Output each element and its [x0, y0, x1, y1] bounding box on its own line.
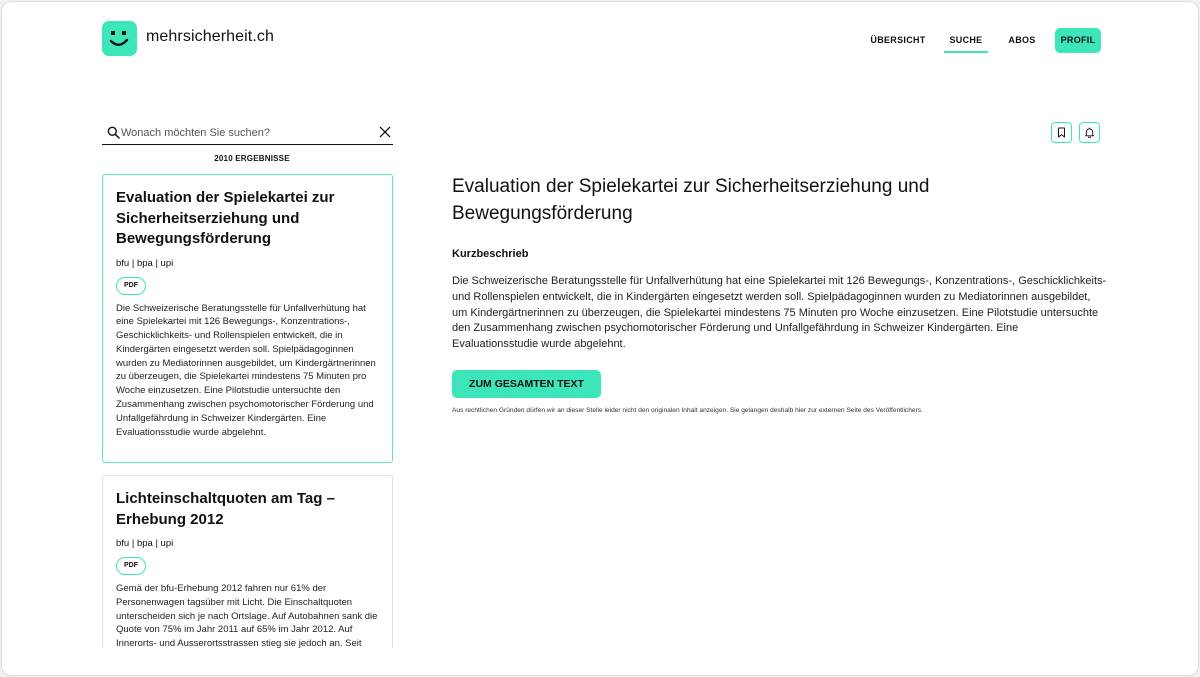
- bookmark-button[interactable]: [1051, 122, 1072, 143]
- results-count: 2010 ERGEBNISSE: [214, 154, 290, 163]
- notify-button[interactable]: [1079, 122, 1100, 143]
- search-bar: [102, 122, 393, 145]
- result-card[interactable]: [102, 475, 393, 648]
- pdf-badge: PDF: [116, 277, 146, 295]
- detail-title: Evaluation der Spielekartei zur Sicherheitserziehung und Bewegungsförderung: [452, 176, 930, 224]
- result-source: bfu | bpa | upi: [116, 538, 174, 549]
- app-window: [1, 1, 1199, 676]
- close-icon[interactable]: [379, 126, 391, 138]
- nav-search[interactable]: SUCHE: [944, 28, 988, 53]
- legal-note: Aus rechtlichen Gründen dürfen wir an dieser Stelle leider nicht den originalen Inhalt anzeigen. Sie gelangen deshalb hier zur externen Seite des Veröffentlichers.: [452, 407, 923, 414]
- logo-smiley-icon[interactable]: [102, 21, 137, 56]
- result-title: Evaluation der Spielekartei zur Sicherheitserziehung und Bewegungsförderung: [116, 189, 335, 247]
- detail-section-label: Kurzbeschrieb: [452, 248, 529, 260]
- nav-abos[interactable]: ABOS: [1008, 35, 1036, 45]
- detail-text: Die Schweizerische Beratungsstelle für Unfallverhütung hat eine Spielekartei mit 126 Bewegungs-, Konzentrations-, Geschicklichkeits- und Rollenspielen entwickelt, die in Kindergärten eingesetzt werden soll. Spielpädagoginnen wurden zu Mediatorinnen ausgebildet, um Kindergärtnerinnen zu überzeugen, die Spielekartei mindestens 75 Minuten pro Woche einzusetzen. Eine Pilotstudie untersuchte den Zusammenhang zwischen psychomotorischer Förderung und Unfallgefährdung in Schweizer Kindergärten. Eine Evaluationsstudie wurde abgelehnt.: [452, 275, 1107, 351]
- bell-icon: [1084, 127, 1095, 138]
- logo-text[interactable]: mehrsicherheit.ch: [146, 28, 274, 45]
- fulltext-button[interactable]: ZUM GESAMTEN TEXT: [452, 370, 601, 398]
- results-list: [102, 174, 397, 648]
- search-icon: [107, 126, 120, 139]
- result-title: Lichteinschaltquoten am Tag – Erhebung 2012: [116, 490, 335, 528]
- search-input[interactable]: [121, 123, 371, 143]
- result-card[interactable]: [102, 174, 393, 463]
- result-excerpt: Gemä der bfu-Erhebung 2012 fahren nur 61% der Personenwagen tagsüber mit Licht. Die Einschaltquoten unterscheiden sich je nach Ortslage. Auf Autobahnen sank die Quote von 75% im Jahr 2011 auf 65% im Jahr 2012. Auf Innerorts- und Ausserortsstrassen stieg sie jedoch an. Seit: [116, 583, 378, 648]
- smiley-icon: [102, 21, 137, 56]
- bookmark-icon: [1056, 127, 1067, 138]
- result-source: bfu | bpa | upi: [116, 257, 174, 269]
- nav-overview[interactable]: ÜBERSICHT: [870, 35, 926, 45]
- nav-profile-button[interactable]: PROFIL: [1055, 28, 1101, 53]
- result-excerpt: Die Schweizerische Beratungsstelle für Unfallverhütung hat eine Spielekartei mit 126 Bewegungs-, Konzentrations-, Geschicklichkeits- und Rollenspielen entwickelt, die in Kindergärten eingesetzt werden soll. Spielpädagoginnen wurden zu Mediatorinnen ausgebildet, um Kindergärtnerinnen zu überzeugen, die Spielekartei mindestens 75 Minuten pro Woche einzusetzen. Eine Pilotstudie untersuchte den Zusammenhang zwischen psychomotorischer Förderung und Unfallgefährdung in Schweizer Kindergärten. Eine Evaluationsstudie wurde abgelehnt.: [116, 302, 376, 438]
- pdf-badge: PDF: [116, 557, 146, 575]
